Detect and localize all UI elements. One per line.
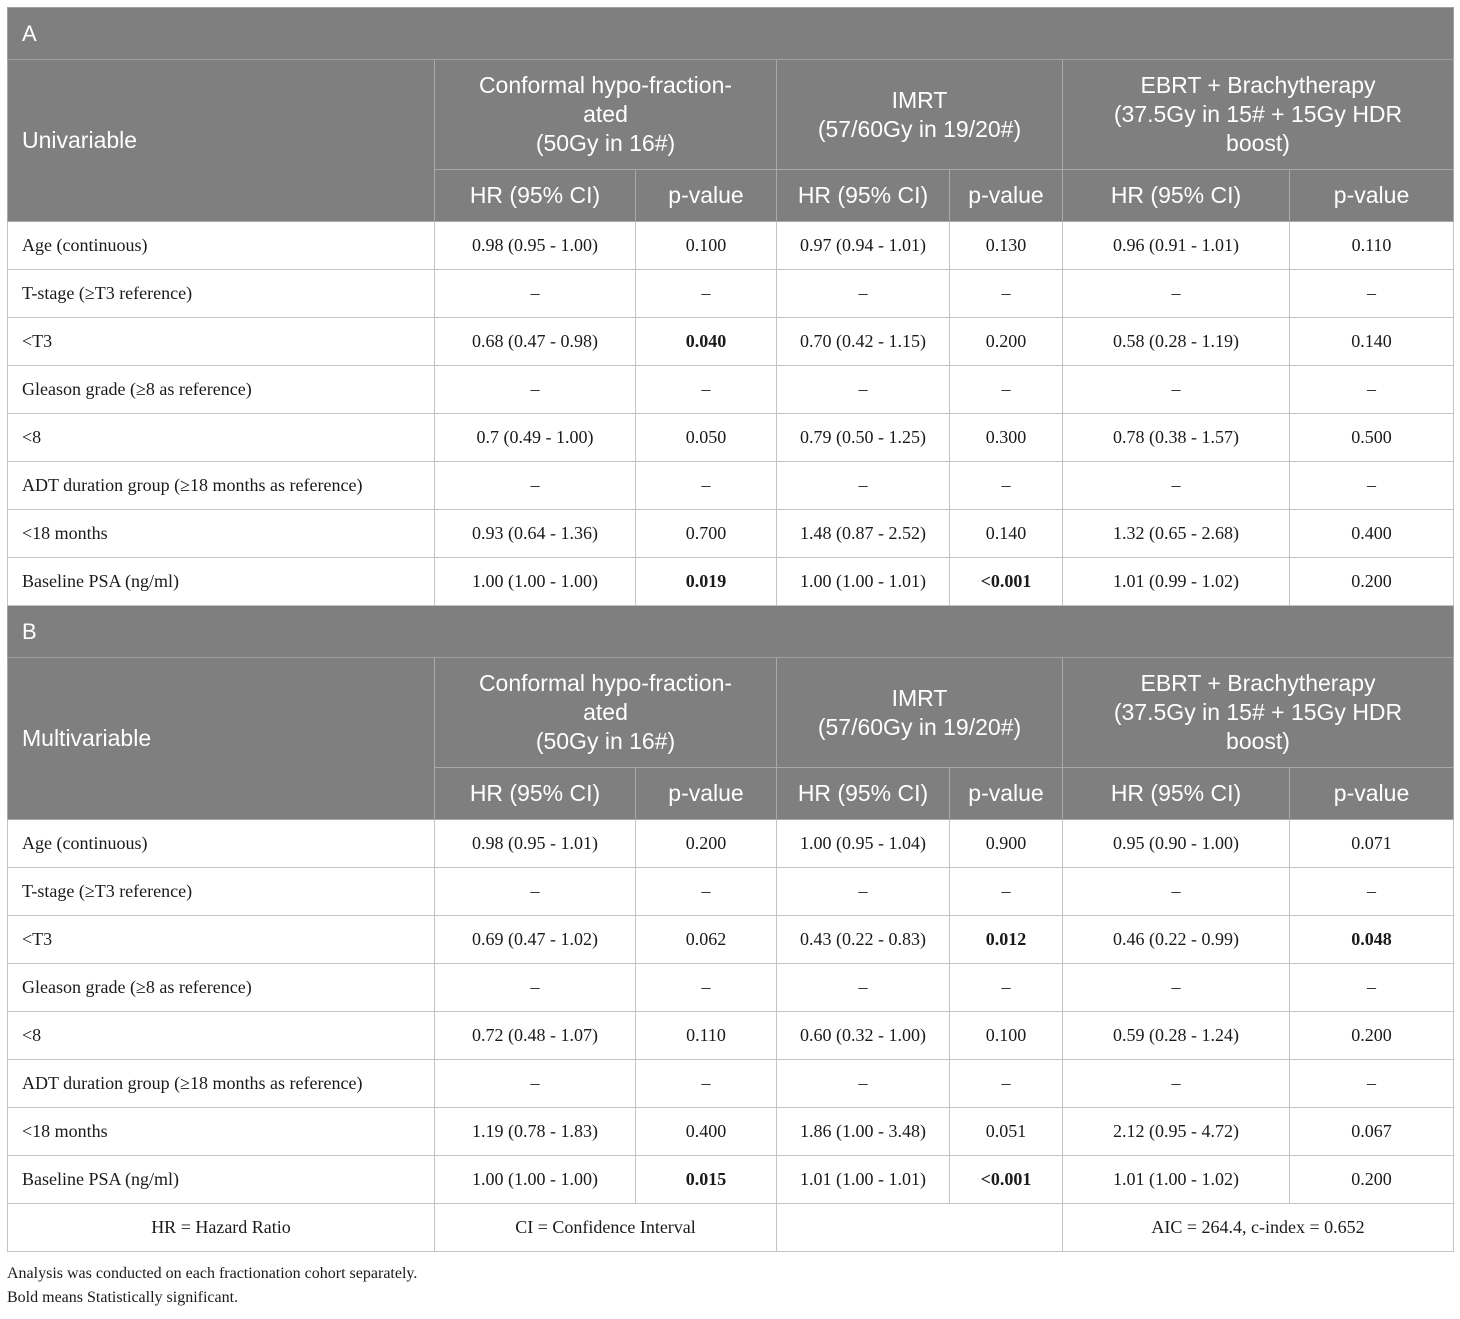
group-header-line: EBRT + Brachytherapy <box>1140 670 1376 696</box>
hr-ci-cell: – <box>435 462 636 510</box>
p-value-cell: 0.012 <box>950 916 1063 964</box>
p-value-column-header: p-value <box>636 170 777 222</box>
hr-ci-cell: – <box>435 868 636 916</box>
hr-ci-cell: 1.01 (1.00 - 1.02) <box>1063 1156 1290 1204</box>
hr-ci-cell: 0.60 (0.32 - 1.00) <box>777 1012 950 1060</box>
p-value-cell: 0.700 <box>636 510 777 558</box>
section-b-title-row <box>8 606 1454 658</box>
hr-ci-cell: 0.98 (0.95 - 1.01) <box>435 820 636 868</box>
group-header-line: Conformal hypo-fraction- <box>478 670 733 696</box>
hr-ci-cell: – <box>1063 270 1290 318</box>
p-value-cell: 0.100 <box>950 1012 1063 1060</box>
p-value-cell: 0.050 <box>636 414 777 462</box>
table-row <box>8 868 1454 916</box>
hr-ci-column-header: HR (95% CI) <box>777 170 950 222</box>
hr-ci-cell: 0.68 (0.47 - 0.98) <box>435 318 636 366</box>
table-row <box>8 1108 1454 1156</box>
p-value-cell: 0.200 <box>1290 558 1454 606</box>
note-bold: Bold means Statistically significant. <box>7 1289 239 1306</box>
p-value-cell: <0.001 <box>950 1156 1063 1204</box>
note-analysis: Analysis was conducted on each fractionation cohort separately. <box>7 1265 418 1282</box>
p-value-cell: – <box>636 964 777 1012</box>
hr-ci-cell: – <box>1063 964 1290 1012</box>
table-row <box>8 558 1454 606</box>
hr-ci-column-header: HR (95% CI) <box>435 768 636 820</box>
group-header-line: (50Gy in 16#) <box>535 130 676 156</box>
hr-ci-cell: – <box>1063 366 1290 414</box>
row-label: T-stage (≥T3 reference) <box>8 868 435 916</box>
p-value-column-header: p-value <box>950 768 1063 820</box>
hr-ci-cell: 0.79 (0.50 - 1.25) <box>777 414 950 462</box>
hr-ci-cell: 1.19 (0.78 - 1.83) <box>435 1108 636 1156</box>
p-value-cell: 0.140 <box>1290 318 1454 366</box>
section-a-ebrt-group-header <box>1063 60 1454 170</box>
hr-ci-cell: – <box>777 462 950 510</box>
row-label: Baseline PSA (ng/ml) <box>8 558 435 606</box>
p-value-column-header: p-value <box>1290 768 1454 820</box>
hr-ci-cell: 2.12 (0.95 - 4.72) <box>1063 1108 1290 1156</box>
group-header-line: ated <box>583 101 628 127</box>
p-value-cell: 0.200 <box>636 820 777 868</box>
row-label: Age (continuous) <box>8 222 435 270</box>
footer-row <box>8 1204 1454 1252</box>
row-label: Gleason grade (≥8 as reference) <box>8 366 435 414</box>
hr-ci-cell: 1.01 (1.00 - 1.01) <box>777 1156 950 1204</box>
p-value-cell: 0.500 <box>1290 414 1454 462</box>
hr-ci-cell: 1.00 (1.00 - 1.00) <box>435 558 636 606</box>
p-value-cell: 0.300 <box>950 414 1063 462</box>
hr-ci-cell: 0.59 (0.28 - 1.24) <box>1063 1012 1290 1060</box>
p-value-cell: – <box>950 868 1063 916</box>
hr-ci-column-header: HR (95% CI) <box>777 768 950 820</box>
section-b-label: B <box>8 606 1454 658</box>
hr-ci-cell: – <box>1063 1060 1290 1108</box>
p-value-cell: – <box>950 462 1063 510</box>
section-a-title-row <box>8 8 1454 60</box>
row-label: ADT duration group (≥18 months as reference) <box>8 1060 435 1108</box>
p-value-cell: 0.015 <box>636 1156 777 1204</box>
p-value-cell: – <box>950 964 1063 1012</box>
hr-ci-cell: 1.01 (0.99 - 1.02) <box>1063 558 1290 606</box>
p-value-cell: 0.051 <box>950 1108 1063 1156</box>
section-a-analysis-type: Univariable <box>8 60 435 222</box>
row-label: <18 months <box>8 510 435 558</box>
row-label: Baseline PSA (ng/ml) <box>8 1156 435 1204</box>
p-value-cell: – <box>636 270 777 318</box>
group-header-line: (37.5Gy in 15# + 15Gy HDR <box>1113 699 1403 725</box>
p-value-cell: 0.140 <box>950 510 1063 558</box>
hr-ci-cell: – <box>777 366 950 414</box>
hr-abbreviation: HR = Hazard Ratio <box>8 1204 435 1252</box>
row-label: <T3 <box>8 318 435 366</box>
p-value-cell: – <box>1290 964 1454 1012</box>
row-label: Age (continuous) <box>8 820 435 868</box>
hr-ci-cell: 1.48 (0.87 - 2.52) <box>777 510 950 558</box>
p-value-cell: 0.019 <box>636 558 777 606</box>
group-header-line: (57/60Gy in 19/20#) <box>817 115 1022 142</box>
p-value-cell: – <box>1290 270 1454 318</box>
table-row <box>8 964 1454 1012</box>
hr-ci-cell: 0.70 (0.42 - 1.15) <box>777 318 950 366</box>
group-header-line: IMRT <box>891 684 948 711</box>
p-value-cell: 0.400 <box>1290 510 1454 558</box>
table-row <box>8 510 1454 558</box>
p-value-cell: 0.200 <box>1290 1012 1454 1060</box>
section-a-group-header-row <box>8 60 1454 170</box>
section-b-analysis-type: Multivariable <box>8 658 435 820</box>
hr-ci-cell: 0.43 (0.22 - 0.83) <box>777 916 950 964</box>
hr-ci-cell: – <box>1063 868 1290 916</box>
hr-ci-column-header: HR (95% CI) <box>1063 768 1290 820</box>
hr-ci-cell: – <box>435 1060 636 1108</box>
hr-ci-cell: 1.00 (1.00 - 1.00) <box>435 1156 636 1204</box>
p-value-cell: – <box>1290 868 1454 916</box>
table-row <box>8 222 1454 270</box>
p-value-cell: 0.048 <box>1290 916 1454 964</box>
p-value-cell: – <box>950 270 1063 318</box>
group-header-line: boost) <box>1226 130 1290 156</box>
row-label: Gleason grade (≥8 as reference) <box>8 964 435 1012</box>
section-a-label: A <box>8 8 1454 60</box>
section-a-conformal-group-header <box>435 60 777 170</box>
table-row <box>8 1060 1454 1108</box>
p-value-cell: 0.200 <box>1290 1156 1454 1204</box>
hr-ci-cell: 0.97 (0.94 - 1.01) <box>777 222 950 270</box>
section-b-imrt-group-header <box>777 658 1063 768</box>
table-row <box>8 366 1454 414</box>
p-value-cell: 0.200 <box>950 318 1063 366</box>
table-row <box>8 1012 1454 1060</box>
p-value-cell: 0.110 <box>1290 222 1454 270</box>
table-row <box>8 270 1454 318</box>
hr-ci-cell: 1.86 (1.00 - 3.48) <box>777 1108 950 1156</box>
table-row <box>8 462 1454 510</box>
hr-ci-cell: 0.93 (0.64 - 1.36) <box>435 510 636 558</box>
model-fit-stats: AIC = 264.4, c-index = 0.652 <box>1063 1204 1454 1252</box>
hr-ci-cell: 0.7 (0.49 - 1.00) <box>435 414 636 462</box>
row-label: <18 months <box>8 1108 435 1156</box>
group-header-line: (50Gy in 16#) <box>535 728 676 754</box>
footer-blank-cell <box>777 1204 1063 1252</box>
group-header-line: IMRT <box>891 86 948 113</box>
row-label: <8 <box>8 414 435 462</box>
row-label: <8 <box>8 1012 435 1060</box>
table-notes <box>7 1262 1453 1310</box>
section-a-imrt-group-header <box>777 60 1063 170</box>
hr-ci-cell: – <box>777 1060 950 1108</box>
hr-ci-cell: 0.96 (0.91 - 1.01) <box>1063 222 1290 270</box>
section-b-group-header-row <box>8 658 1454 768</box>
hr-ci-cell: – <box>777 270 950 318</box>
hr-ci-cell: – <box>777 964 950 1012</box>
table-row <box>8 414 1454 462</box>
p-value-column-header: p-value <box>1290 170 1454 222</box>
section-b-ebrt-group-header <box>1063 658 1454 768</box>
group-header-line: (57/60Gy in 19/20#) <box>817 713 1022 740</box>
ci-abbreviation: CI = Confidence Interval <box>435 1204 777 1252</box>
hr-ci-column-header: HR (95% CI) <box>1063 170 1290 222</box>
hr-ci-cell: 1.00 (0.95 - 1.04) <box>777 820 950 868</box>
table-row <box>8 916 1454 964</box>
table-row <box>8 820 1454 868</box>
row-label: T-stage (≥T3 reference) <box>8 270 435 318</box>
p-value-cell: – <box>1290 1060 1454 1108</box>
p-value-cell: – <box>1290 366 1454 414</box>
p-value-cell: <0.001 <box>950 558 1063 606</box>
row-label: ADT duration group (≥18 months as reference) <box>8 462 435 510</box>
section-b-conformal-group-header <box>435 658 777 768</box>
group-header-line: boost) <box>1226 728 1290 754</box>
hr-ci-cell: 0.58 (0.28 - 1.19) <box>1063 318 1290 366</box>
hr-ci-cell: 1.32 (0.65 - 2.68) <box>1063 510 1290 558</box>
p-value-cell: 0.071 <box>1290 820 1454 868</box>
hr-ci-cell: 0.95 (0.90 - 1.00) <box>1063 820 1290 868</box>
group-header-line: EBRT + Brachytherapy <box>1140 72 1376 98</box>
p-value-column-header: p-value <box>950 170 1063 222</box>
table-row <box>8 1156 1454 1204</box>
p-value-cell: – <box>950 366 1063 414</box>
p-value-cell: – <box>636 1060 777 1108</box>
p-value-column-header: p-value <box>636 768 777 820</box>
p-value-cell: 0.100 <box>636 222 777 270</box>
hr-ci-cell: – <box>435 270 636 318</box>
p-value-cell: 0.110 <box>636 1012 777 1060</box>
p-value-cell: 0.062 <box>636 916 777 964</box>
hr-ci-cell: 0.78 (0.38 - 1.57) <box>1063 414 1290 462</box>
hr-ci-cell: 1.00 (1.00 - 1.01) <box>777 558 950 606</box>
hr-ci-cell: 0.72 (0.48 - 1.07) <box>435 1012 636 1060</box>
hr-ci-cell: 0.46 (0.22 - 0.99) <box>1063 916 1290 964</box>
p-value-cell: – <box>636 868 777 916</box>
p-value-cell: 0.040 <box>636 318 777 366</box>
table-row <box>8 318 1454 366</box>
hr-ci-column-header: HR (95% CI) <box>435 170 636 222</box>
hr-ci-cell: – <box>1063 462 1290 510</box>
p-value-cell: 0.400 <box>636 1108 777 1156</box>
group-header-line: ated <box>583 699 628 725</box>
hr-ci-cell: 0.98 (0.95 - 1.00) <box>435 222 636 270</box>
p-value-cell: 0.900 <box>950 820 1063 868</box>
row-label: <T3 <box>8 916 435 964</box>
results-table-container <box>7 7 1453 1310</box>
p-value-cell: 0.067 <box>1290 1108 1454 1156</box>
hr-ci-cell: – <box>435 366 636 414</box>
p-value-cell: – <box>950 1060 1063 1108</box>
hr-ci-cell: – <box>777 868 950 916</box>
p-value-cell: 0.130 <box>950 222 1063 270</box>
p-value-cell: – <box>636 366 777 414</box>
hr-ci-cell: – <box>435 964 636 1012</box>
hr-ci-cell: 0.69 (0.47 - 1.02) <box>435 916 636 964</box>
group-header-line: Conformal hypo-fraction- <box>478 72 733 98</box>
hazard-ratio-table <box>7 7 1454 1252</box>
group-header-line: (37.5Gy in 15# + 15Gy HDR <box>1113 101 1403 127</box>
p-value-cell: – <box>636 462 777 510</box>
p-value-cell: – <box>1290 462 1454 510</box>
